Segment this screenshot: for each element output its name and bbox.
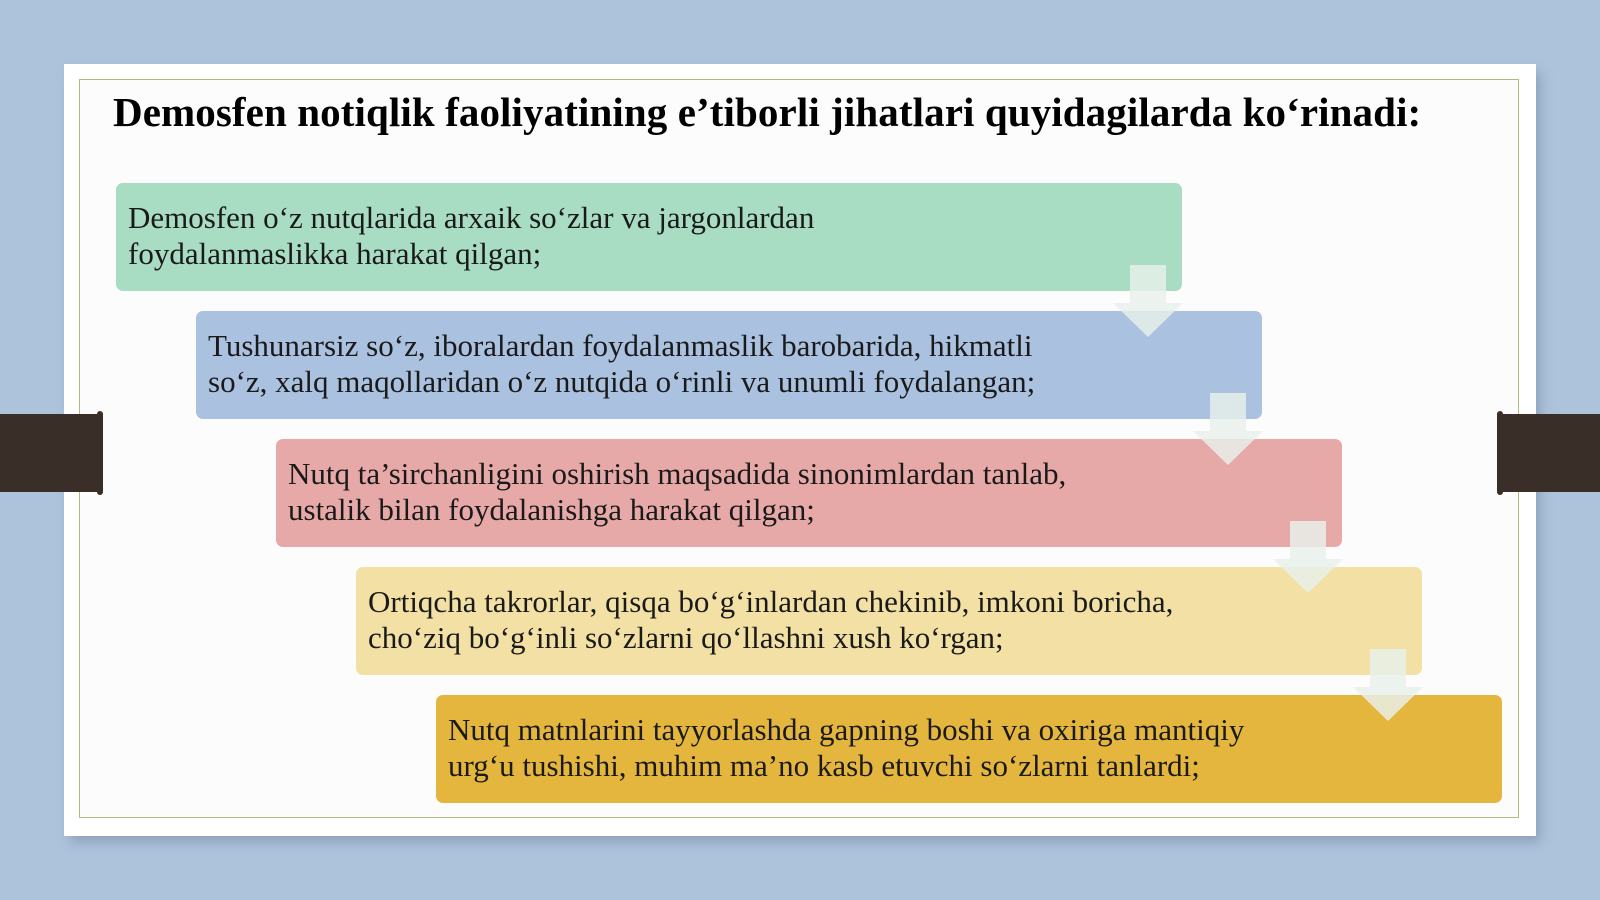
step-1-line-2: foydalanmaslikka harakat qilgan;: [128, 236, 542, 271]
step-3-line-1: Nutq ta’sirchanligini oshirish maqsadida sinonimlardan tanlab,: [288, 456, 1067, 491]
step-box-2: [196, 311, 1262, 419]
step-4-line-1: Ortiqcha takrorlar, qisqa bo‘g‘inlardan chekinib, imkoni boricha,: [368, 584, 1174, 619]
down-arrow-icon-2: [1193, 393, 1263, 465]
step-2-line-2: so‘z, xalq maqollaridan o‘z nutqida o‘rinli va unumli foydalangan;: [208, 364, 1036, 399]
step-2-line-1: Tushunarsiz so‘z, iboralardan foydalanmaslik barobarida, hikmatli: [208, 328, 1033, 363]
step-4-line-2: cho‘ziq bo‘g‘inli so‘zlarni qo‘llashni xush ko‘rgan;: [368, 620, 1004, 655]
step-3-line-2: ustalik bilan foydalanishga harakat qilgan;: [288, 492, 815, 527]
down-arrow-icon-4: [1353, 649, 1423, 721]
step-box-5: [436, 695, 1502, 803]
down-arrow-icon-1: [1113, 265, 1183, 337]
step-5-line-1: Nutq matnlarini tayyorlashda gapning boshi va oxiriga mantiqiy: [448, 712, 1245, 747]
left-side-tab: [0, 414, 100, 492]
slide-title: Demosfen notiqlik faoliyatining e’tiborli jihatlari quyidagilarda ko‘rinadi:: [113, 89, 1422, 135]
step-box-3: [276, 439, 1342, 547]
right-side-tab: [1500, 414, 1600, 492]
step-box-1: [116, 183, 1182, 291]
step-box-4: [356, 567, 1422, 675]
down-arrow-icon-3: [1273, 521, 1343, 593]
step-5-line-2: urg‘u tushishi, muhim ma’no kasb etuvchi so‘zlarni tanlardi;: [448, 748, 1200, 783]
step-1-line-1: Demosfen o‘z nutqlarida arxaik so‘zlar va jargonlardan: [128, 200, 815, 235]
